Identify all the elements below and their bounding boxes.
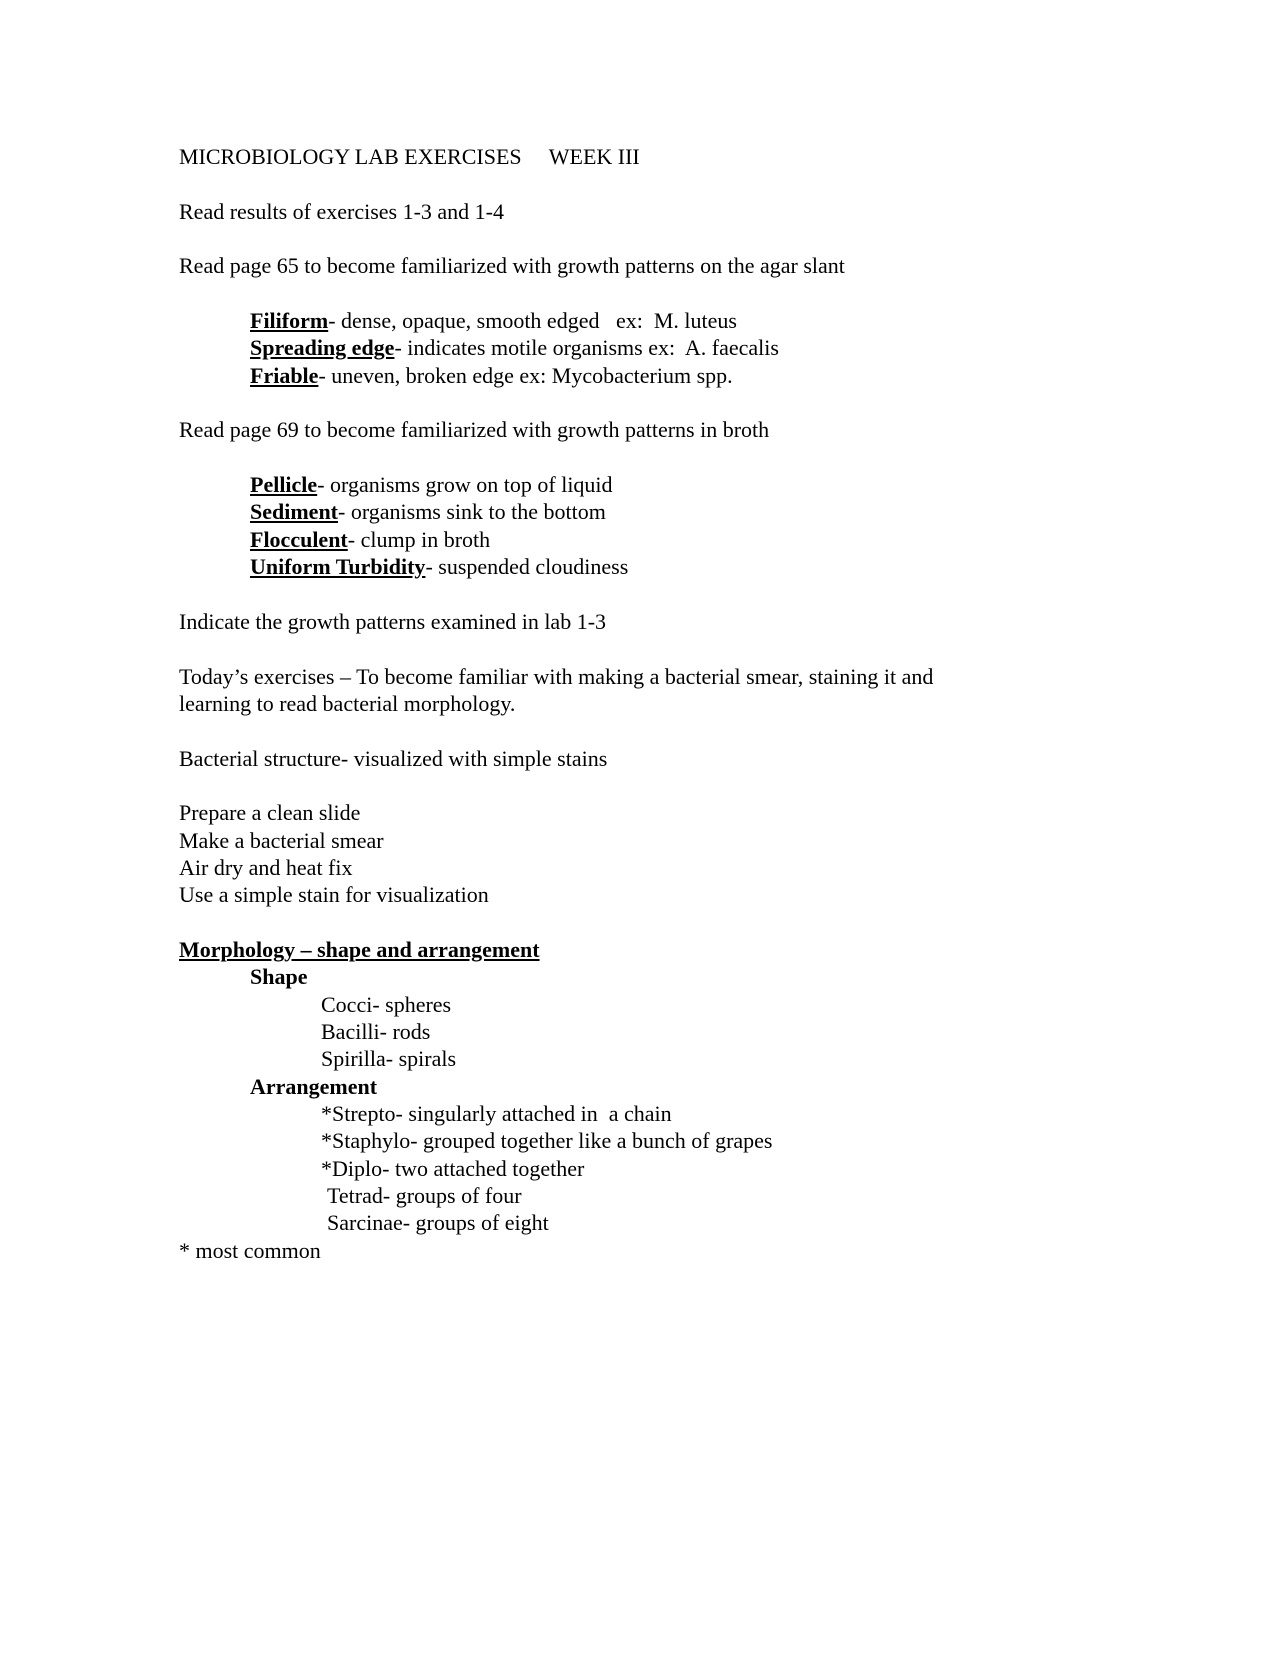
definition: - dense, opaque, smooth edged ex: M. luteus xyxy=(328,308,737,334)
definition: - clump in broth xyxy=(347,526,491,552)
step: Air dry and heat fix xyxy=(179,854,353,880)
morphology-heading: Morphology – shape and arrangement xyxy=(179,936,540,962)
footnote: * most common xyxy=(179,1237,321,1263)
arrangement-item: *Staphylo- grouped together like a bunch of grapes xyxy=(321,1128,773,1154)
arrangement-item: *Diplo- two attached together xyxy=(321,1155,585,1181)
broth-item xyxy=(179,553,1179,580)
structure-line: Bacterial structure- visualized with simple stains xyxy=(179,745,608,771)
term: Friable xyxy=(250,362,319,388)
definition: - organisms sink to the bottom xyxy=(338,499,606,525)
arrangement-label: Arrangement xyxy=(250,1073,378,1099)
indicate-line: Indicate the growth patterns examined in lab 1-3 xyxy=(179,608,607,634)
document-title: MICROBIOLOGY LAB EXERCISES WEEK III xyxy=(179,144,640,169)
today-line: Today’s exercises – To become familiar with making a bacterial smear, staining it and xyxy=(179,663,934,689)
agar-item xyxy=(179,334,1179,361)
arrangement-item: Sarcinae- groups of eight xyxy=(327,1210,549,1236)
document-page xyxy=(179,143,1179,1264)
read-results-line: Read results of exercises 1-3 and 1-4 xyxy=(179,198,505,224)
arrangement-item: Tetrad- groups of four xyxy=(327,1183,522,1209)
broth-item xyxy=(179,471,1179,498)
step: Make a bacterial smear xyxy=(179,827,384,853)
definition: - suspended cloudiness xyxy=(425,554,629,580)
term: Filiform xyxy=(250,308,329,334)
term: Spreading edge xyxy=(250,335,395,361)
today-line: learning to read bacterial morphology. xyxy=(179,690,516,716)
agar-item xyxy=(179,307,1179,334)
term: Pellicle xyxy=(250,472,318,498)
broth-intro: Read page 69 to become familiarized with growth patterns in broth xyxy=(179,417,770,443)
broth-item xyxy=(179,526,1179,553)
definition: - uneven, broken edge ex: Mycobacterium spp. xyxy=(318,362,733,388)
definition: - organisms grow on top of liquid xyxy=(317,472,613,498)
agar-item xyxy=(179,362,1179,389)
definition: - indicates motile organisms ex: A. faecalis xyxy=(394,335,779,361)
shape-item: Cocci- spheres xyxy=(321,991,452,1017)
agar-intro: Read page 65 to become familiarized with growth patterns on the agar slant xyxy=(179,253,845,279)
step: Prepare a clean slide xyxy=(179,800,361,826)
shape-label: Shape xyxy=(250,964,308,990)
arrangement-item: *Strepto- singularly attached in a chain xyxy=(321,1101,672,1127)
term: Sediment xyxy=(250,499,338,525)
term: Flocculent xyxy=(250,526,348,552)
term: Uniform Turbidity xyxy=(250,554,426,580)
shape-item: Bacilli- rods xyxy=(321,1019,431,1044)
shape-item: Spirilla- spirals xyxy=(321,1046,457,1072)
broth-item xyxy=(179,498,1179,525)
step: Use a simple stain for visualization xyxy=(179,882,489,908)
